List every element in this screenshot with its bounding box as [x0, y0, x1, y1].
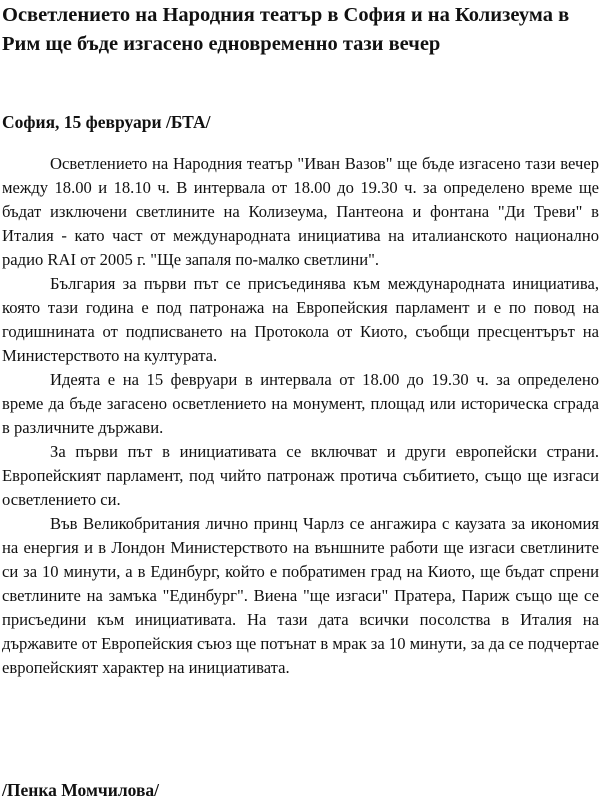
dateline: София, 15 февруари /БТА/ — [2, 112, 211, 132]
article-title: Осветлението на Народния театър в София и на Колизеума в Рим ще бъде изгасено едновременно тази вечер — [2, 4, 570, 55]
paragraph: Идеята е на 15 февруари в интервала от 18.00 до 19.30 ч. за определено време да бъде загасено осветлението на монумент, площад или историческа сграда в различните държави. — [2, 370, 599, 437]
paragraph: Във Великобритания лично принц Чарлз се ангажира с каузата за икономия на енергия и в Лондон Министерството на външните работи ще изгаси светлините си за 10 минути, а в Единбург, който е побратимен град на Киото, ще бъдат спрени светлините на замъка "Единбург". Виена "ще изгаси" Пратера, Париж също ще се присъедини към инициативата. На тази дата всички посолства в Италия на държавите от Европейския съюз ще потънат в мрак за 10 минути, за да се подчертае европейският характер на инициативата. — [2, 514, 599, 677]
author-signature: /Пенка Момчилова/ — [2, 780, 160, 800]
article-body — [2, 152, 599, 680]
paragraph: Осветлението на Народния театър "Иван Вазов" ще бъде изгасено тази вечер между 18.00 и 18.10 ч. В интервала от 18.00 до 19.30 ч. за определено време ще бъдат изключени светлините на Колизеума, Пантеона и фонтана "Ди Треви" в Италия - като част от международната инициатива на италианското национално радио RAI от 2005 г. "Ще запаля по-малко светлини". — [2, 154, 599, 269]
paragraph: За първи път в инициативата се включват и други европейски страни. Европейският парламент, под чийто патронаж протича събитието, също ще изгаси осветлението си. — [2, 442, 599, 509]
paragraph: България за първи път се присъединява към международната инициатива, която тази година е под патронажа на Европейския парламент и е по повод на годишнината от подписването на Протокола от Киото, съобщи пресцентърът на Министерството на културата. — [2, 274, 599, 365]
